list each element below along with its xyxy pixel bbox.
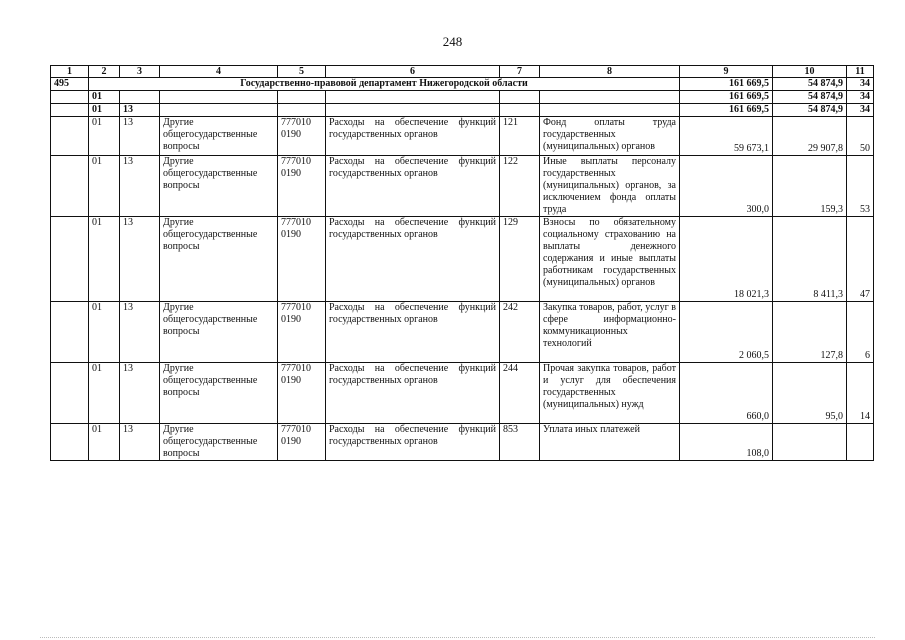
expense-type-name-cell: Прочая закупка товаров, работ и услуг для обеспечения государственных (муниципальных) нужд bbox=[540, 363, 680, 424]
subsection-code-cell: 13 bbox=[120, 156, 160, 217]
target-article-cell: 777010 0190 bbox=[278, 117, 326, 156]
section-total-percent: 34 bbox=[847, 91, 874, 104]
article-name-cell: Расходы на обеспечение функций государственных органов bbox=[326, 217, 500, 302]
subsection-code-cell: 13 bbox=[120, 117, 160, 156]
subsection-name-cell: Другие общегосударственные вопросы bbox=[160, 156, 278, 217]
subsection-section-code: 01 bbox=[89, 104, 120, 117]
department-total-plan: 161 669,5 bbox=[680, 78, 773, 91]
section-row bbox=[51, 91, 874, 104]
plan-amount-cell: 660,0 bbox=[680, 363, 773, 424]
empty-cell bbox=[51, 302, 89, 363]
subsection-code-cell: 13 bbox=[120, 424, 160, 461]
article-name-cell: Расходы на обеспечение функций государственных органов bbox=[326, 156, 500, 217]
subsection-code: 13 bbox=[120, 104, 160, 117]
article-name-cell: Расходы на обеспечение функций государственных органов bbox=[326, 302, 500, 363]
table-row bbox=[51, 302, 874, 363]
expense-type-cell: 121 bbox=[500, 117, 540, 156]
section-code-cell: 01 bbox=[89, 363, 120, 424]
column-number: 1 bbox=[51, 66, 89, 78]
expense-type-cell: 242 bbox=[500, 302, 540, 363]
section-code: 01 bbox=[89, 91, 120, 104]
column-number: 9 bbox=[680, 66, 773, 78]
empty-cell bbox=[51, 363, 89, 424]
article-name-cell: Расходы на обеспечение функций государственных органов bbox=[326, 363, 500, 424]
column-number: 5 bbox=[278, 66, 326, 78]
empty-cell bbox=[51, 424, 89, 461]
subsection-name-cell: Другие общегосударственные вопросы bbox=[160, 363, 278, 424]
actual-amount-cell bbox=[773, 424, 847, 461]
subsection-total-actual: 54 874,9 bbox=[773, 104, 847, 117]
expense-type-cell: 853 bbox=[500, 424, 540, 461]
target-article-cell: 777010 0190 bbox=[278, 363, 326, 424]
column-number: 7 bbox=[500, 66, 540, 78]
actual-amount-cell: 29 907,8 bbox=[773, 117, 847, 156]
column-number: 4 bbox=[160, 66, 278, 78]
plan-amount-cell: 18 021,3 bbox=[680, 217, 773, 302]
percent-cell: 47 bbox=[847, 217, 874, 302]
column-number: 2 bbox=[89, 66, 120, 78]
section-code-cell: 01 bbox=[89, 117, 120, 156]
department-total-actual: 54 874,9 bbox=[773, 78, 847, 91]
actual-amount-cell: 127,8 bbox=[773, 302, 847, 363]
section-code-cell: 01 bbox=[89, 302, 120, 363]
page-number: 248 bbox=[442, 34, 463, 49]
plan-amount-cell: 2 060,5 bbox=[680, 302, 773, 363]
subsection-code-cell: 13 bbox=[120, 363, 160, 424]
column-number: 8 bbox=[540, 66, 680, 78]
subsection-total-plan: 161 669,5 bbox=[680, 104, 773, 117]
target-article-cell: 777010 0190 bbox=[278, 424, 326, 461]
target-article-cell: 777010 0190 bbox=[278, 217, 326, 302]
section-code-cell: 01 bbox=[89, 156, 120, 217]
expense-type-name-cell: Взносы по обязательному социальному страхованию на выплаты денежного содержания и иные выплаты работникам государственных (муниципальных) органов bbox=[540, 217, 680, 302]
subsection-name-cell: Другие общегосударственные вопросы bbox=[160, 217, 278, 302]
article-name-cell: Расходы на обеспечение функций государственных органов bbox=[326, 117, 500, 156]
percent-cell: 53 bbox=[847, 156, 874, 217]
subsection-name-cell: Другие общегосударственные вопросы bbox=[160, 117, 278, 156]
department-row bbox=[51, 78, 874, 91]
budget-table bbox=[50, 65, 874, 461]
table-row bbox=[51, 217, 874, 302]
plan-amount-cell: 59 673,1 bbox=[680, 117, 773, 156]
empty-cell bbox=[51, 156, 89, 217]
column-number: 10 bbox=[773, 66, 847, 78]
plan-amount-cell: 108,0 bbox=[680, 424, 773, 461]
article-name-cell: Расходы на обеспечение функций государственных органов bbox=[326, 424, 500, 461]
empty-cell bbox=[51, 117, 89, 156]
percent-cell bbox=[847, 424, 874, 461]
table-row bbox=[51, 156, 874, 217]
expense-type-cell: 129 bbox=[500, 217, 540, 302]
section-total-plan: 161 669,5 bbox=[680, 91, 773, 104]
department-name: Государственно-правовой департамент Нижегородской области bbox=[89, 78, 680, 91]
department-code: 495 bbox=[51, 78, 89, 91]
percent-cell: 14 bbox=[847, 363, 874, 424]
section-code-cell: 01 bbox=[89, 424, 120, 461]
actual-amount-cell: 8 411,3 bbox=[773, 217, 847, 302]
column-number: 3 bbox=[120, 66, 160, 78]
percent-cell: 50 bbox=[847, 117, 874, 156]
plan-amount-cell: 300,0 bbox=[680, 156, 773, 217]
expense-type-name-cell: Закупка товаров, работ, услуг в сфере информационно-коммуникационных технологий bbox=[540, 302, 680, 363]
target-article-cell: 777010 0190 bbox=[278, 156, 326, 217]
column-number-row bbox=[51, 66, 874, 78]
subsection-name-cell: Другие общегосударственные вопросы bbox=[160, 302, 278, 363]
subsection-code-cell: 13 bbox=[120, 217, 160, 302]
percent-cell: 6 bbox=[847, 302, 874, 363]
section-code-cell: 01 bbox=[89, 217, 120, 302]
table-row bbox=[51, 363, 874, 424]
subsection-code-cell: 13 bbox=[120, 302, 160, 363]
actual-amount-cell: 159,3 bbox=[773, 156, 847, 217]
expense-type-cell: 122 bbox=[500, 156, 540, 217]
subsection-total-percent: 34 bbox=[847, 104, 874, 117]
scan-edge-line bbox=[40, 636, 875, 638]
subsection-name-cell: Другие общегосударственные вопросы bbox=[160, 424, 278, 461]
expense-type-name-cell: Фонд оплаты труда государственных (муниципальных) органов bbox=[540, 117, 680, 156]
table-row bbox=[51, 424, 874, 461]
subsection-row bbox=[51, 104, 874, 117]
column-number: 11 bbox=[847, 66, 874, 78]
expense-type-cell: 244 bbox=[500, 363, 540, 424]
table-row bbox=[51, 117, 874, 156]
actual-amount-cell: 95,0 bbox=[773, 363, 847, 424]
empty-cell bbox=[51, 217, 89, 302]
expense-type-name-cell: Уплата иных платежей bbox=[540, 424, 680, 461]
target-article-cell: 777010 0190 bbox=[278, 302, 326, 363]
section-total-actual: 54 874,9 bbox=[773, 91, 847, 104]
expense-type-name-cell: Иные выплаты персоналу государственных (муниципальных) органов, за исключением фонда оплаты труда bbox=[540, 156, 680, 217]
column-number: 6 bbox=[326, 66, 500, 78]
department-total-percent: 34 bbox=[847, 78, 874, 91]
